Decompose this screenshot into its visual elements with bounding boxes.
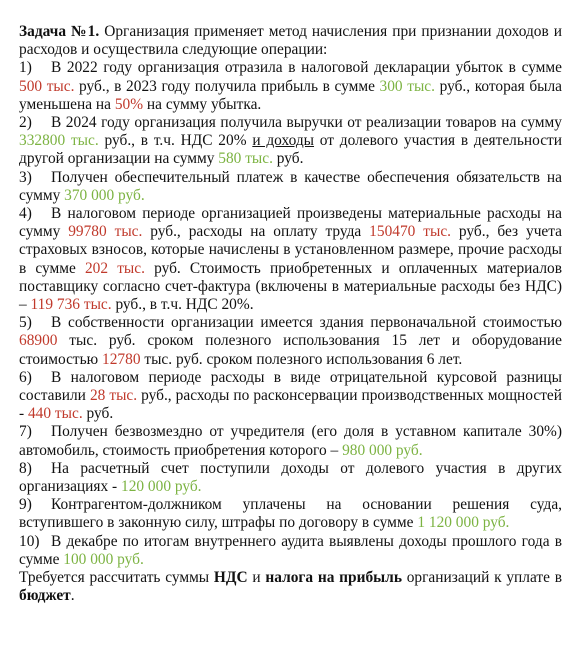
task-requirement	[19, 569, 562, 605]
amount-value: 50%	[114, 95, 144, 113]
text-segment: на сумму убытка.	[143, 95, 262, 113]
operation-number: 3)	[19, 168, 32, 186]
task-title: Задача №1.	[19, 23, 100, 40]
operation-number: 9)	[19, 496, 32, 514]
text-segment: руб.	[272, 150, 304, 168]
operation-item	[19, 496, 562, 532]
text-segment: НДС	[213, 569, 248, 587]
amount-value: 980 000 руб.	[342, 441, 423, 459]
operation-number: 10)	[19, 532, 40, 550]
operation-item	[19, 423, 562, 459]
text-segment: тыс. руб. сроком полезного использования 6 лет.	[140, 350, 463, 368]
operation-item	[19, 114, 562, 169]
amount-value: 120 000 руб.	[121, 478, 202, 496]
operation-number: 6)	[19, 368, 32, 386]
operation-item	[19, 205, 562, 314]
text-segment: В налоговом периоде расходы в виде отрицательной курсовой разницы составили	[19, 368, 562, 405]
text-segment: руб. Стоимость приобретенных и оплаченных материалов поставщику согласно счет-фактура (включены в материальные расходы без НДС) –	[19, 259, 562, 314]
text-segment: бюджет	[19, 587, 71, 605]
operation-number: 1)	[19, 59, 32, 77]
text-segment: руб., без учета страховых взносов, которые начислены в установленном размере, прочие расходы в сумме	[19, 223, 563, 277]
operation-number: 2)	[19, 114, 32, 132]
operation-item	[19, 533, 562, 569]
text-segment: Контрагентом-должником уплачены на основании решения суда, вступившего в законную силу, штрафы по договору в сумме	[19, 496, 562, 532]
operation-number: 4)	[19, 205, 32, 223]
amount-value: 332800 тыс.	[19, 132, 99, 150]
operation-item	[19, 59, 562, 114]
operations-list	[19, 59, 562, 569]
text-segment: руб., расходы на оплату труда	[142, 223, 370, 241]
text-segment: налога на прибыль	[265, 569, 402, 587]
amount-value: 100 000 руб.	[63, 550, 144, 568]
amount-value: 28 тыс.	[89, 387, 138, 405]
operation-item	[19, 314, 562, 369]
task-document	[19, 23, 562, 606]
amount-value: 202 тыс.	[84, 259, 145, 277]
amount-value: 440 тыс.	[27, 405, 83, 423]
task-intro	[19, 23, 562, 59]
operation-item	[19, 369, 562, 424]
text-segment: Получен обеспечительный платеж в качестве обеспечения обязательств на сумму	[19, 168, 562, 204]
text-segment: В 2022 году организация отразила в налоговой декларации убыток в сумме	[51, 59, 562, 77]
amount-value: 500 тыс.	[19, 77, 75, 95]
amount-value: 1 120 000 руб.	[417, 514, 510, 532]
text-segment: от долевого участия в деятельности другой организации на сумму	[19, 132, 562, 168]
text-segment: руб.	[82, 405, 114, 423]
text-segment: руб., в т.ч. НДС 20%.	[111, 296, 254, 314]
text-segment: руб., в 2023 году получила прибыль в сумме	[74, 77, 380, 95]
text-segment: Требуется рассчитать суммы	[19, 569, 214, 587]
text-segment: руб., в т.ч. НДС 20%	[98, 132, 253, 150]
amount-value: 370 000 руб.	[64, 186, 145, 204]
text-segment: В налоговом периоде организацией произведены материальные расходы на сумму	[19, 205, 562, 241]
text-segment: В собственности организации имеется здания первоначальной стоимостью	[51, 314, 562, 332]
amount-value: 12780	[102, 350, 141, 368]
operation-number: 5)	[19, 314, 32, 332]
operation-number: 8)	[19, 459, 32, 477]
amount-value: 99780 тыс.	[68, 223, 143, 241]
text-segment: руб., которая была уменьшена на	[19, 77, 563, 113]
operation-number: 7)	[19, 423, 32, 441]
text-segment: На расчетный счет поступили доходы от долевого участия в других организациях -	[19, 459, 562, 496]
amount-value: 580 тыс.	[218, 150, 273, 168]
text-segment: и доходы	[252, 132, 315, 150]
operation-item	[19, 169, 562, 205]
text-segment: и	[247, 569, 266, 587]
text-segment: организаций к уплате в	[401, 569, 562, 587]
task-intro-text: Организация применяет метод начисления при признании доходов и расходов и осуществила следующие операции:	[19, 23, 562, 59]
text-segment: .	[70, 587, 75, 605]
amount-value: 300 тыс.	[379, 77, 435, 95]
text-segment: В 2024 году организация получила выручки от реализации товаров на сумму	[51, 114, 562, 132]
text-segment: тыс. руб. сроком полезного использования 15 лет и оборудование стоимостью	[19, 332, 562, 368]
text-segment: В декабре по итогам внутреннего аудита выявлены доходы прошлого года в сумме	[19, 532, 562, 568]
text-segment: руб., расходы по расконсервации производственных мощностей -	[19, 387, 562, 423]
amount-value: 150470 тыс.	[369, 223, 452, 241]
amount-value: 68900	[19, 332, 58, 350]
amount-value: 119 736 тыс.	[30, 296, 112, 314]
operation-item	[19, 460, 562, 496]
text-segment: Получен безвозмездно от учредителя (его доля в уставном капитале 30%) автомобиль, стоимость приобретения которого –	[19, 423, 562, 459]
